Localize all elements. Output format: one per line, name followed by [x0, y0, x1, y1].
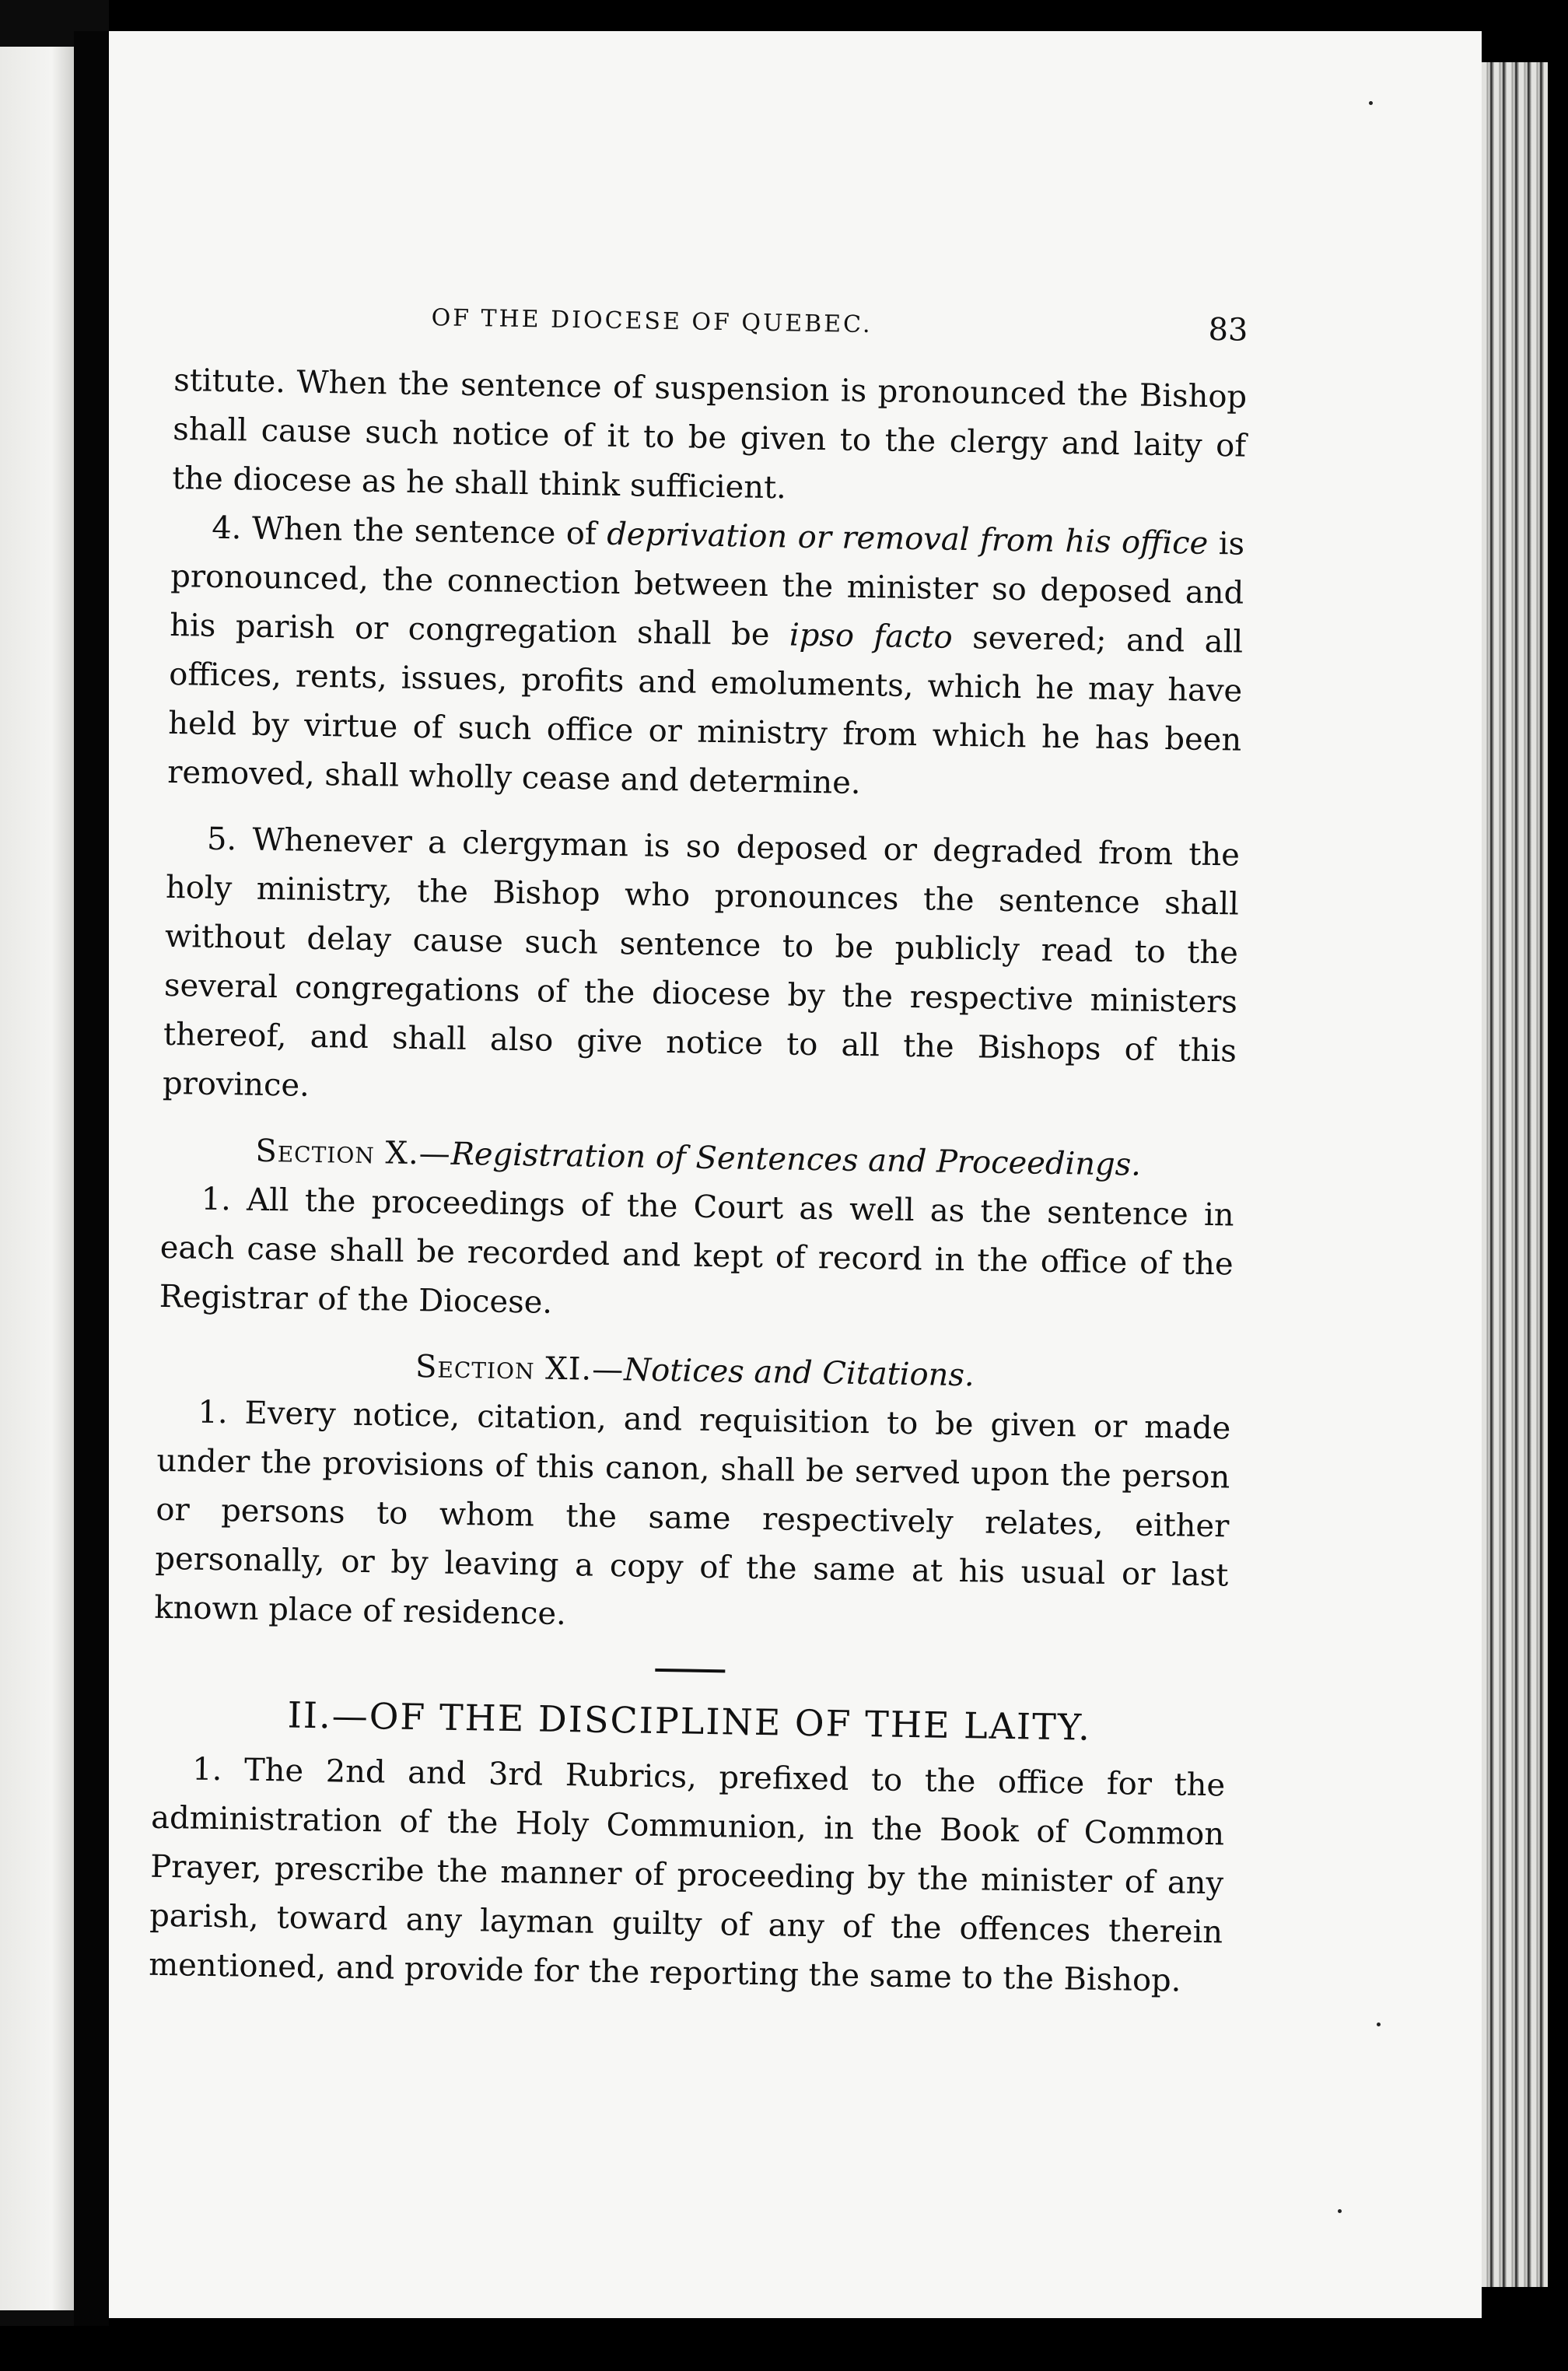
- section-xi-title: Notices and Citations.: [623, 1352, 975, 1394]
- scan-frame-right: [1548, 62, 1568, 2287]
- previous-page-edge: [0, 47, 74, 2310]
- scan-frame-bottom: [0, 2326, 1568, 2371]
- section-x-label: Section X.—: [255, 1133, 452, 1172]
- page-speck: [1369, 101, 1373, 105]
- section-x-paragraph: 1. All the proceedings of the Court as well as the sentence in each case shall be recorded and kept of record in the office of the Registrar of the Diocese.: [159, 1181, 1234, 1321]
- page-number: 83: [1208, 311, 1248, 348]
- section-x-title: Registration of Sentences and Proceedings.: [450, 1136, 1142, 1183]
- paragraph-4-number: 4.: [211, 510, 242, 547]
- page-text: [149, 296, 1248, 2006]
- part-ii-heading: II.—OF THE DISCIPLINE OF THE LAITY.: [287, 1693, 1092, 1749]
- page-speck: [1338, 2209, 1342, 2213]
- paragraph-4-text-c: severed; and all offices, rents, issues, profits and emoluments, which he may have held by virtue of such office or ministry from which he has been removed, shall wholly cease and determine.: [167, 619, 1244, 801]
- running-head-title: OF THE DIOCESE OF QUEBEC.: [431, 304, 873, 339]
- paragraph-continued: stitute. When the sentence of suspension is pronounced the Bishop shall cause such notice of it to be given to the clergy and laity of the diocese as he shall think sufficient.: [171, 362, 1248, 506]
- paragraph-5: 5. Whenever a clergyman is so deposed or degraded from the holy ministry, the Bishop who pronounces the sentence shall without delay cause such sentence to be publicly read to the several congregations of the diocese by the respective ministers thereof, and shall also give notice to all the Bishops of this province.: [162, 821, 1241, 1104]
- paragraph-4-italic-ipso-facto: ipso facto: [789, 617, 954, 656]
- paragraph-4-text-b: is pronounced, the connection between the minister so deposed and his parish or congregation shall be: [169, 525, 1245, 653]
- paragraph-4-italic-deprivation: deprivation or removal from his office: [606, 516, 1209, 562]
- page-speck: [1377, 2023, 1381, 2026]
- paragraph-4-text-a: When the sentence of: [241, 510, 607, 552]
- section-divider: [655, 1669, 725, 1672]
- part-ii-paragraph: 1. The 2nd and 3rd Rubrics, prefixed to the office for the administration of the Holy Communion, in the Book of Common Prayer, prescribe the manner of proceeding by the minister of any parish, toward any layman guilty of any of the offences therein mentioned, and provide for the reporting the same to the Bishop.: [148, 1751, 1226, 1999]
- section-xi-label: Section XI.—: [415, 1349, 625, 1389]
- paragraph-4: [167, 503, 1245, 814]
- book-gutter: [74, 31, 109, 2326]
- section-xi-paragraph: 1. Every notice, citation, and requisition to be given or made under the provisions of this canon, shall be served upon the person or persons to whom the same respectively relates, either personally, or by leaving a copy of the same at his usual or last known place of residence.: [154, 1394, 1231, 1633]
